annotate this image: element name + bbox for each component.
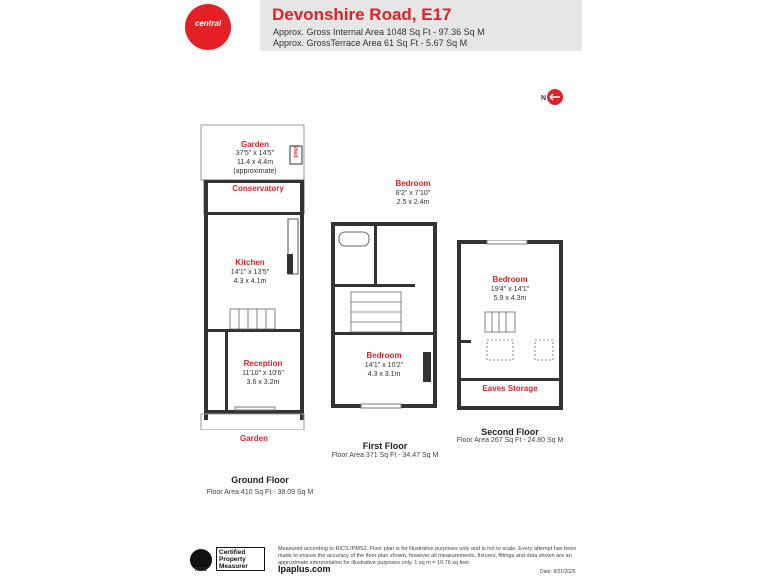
certified-line-3: Measurer [219,563,248,570]
second-floor-title: Second Floor [481,427,539,437]
garden-top-dim-metric: 11.4 x 4.4m [236,159,274,166]
ground-floor-title: Ground Floor [231,475,289,485]
first-bedroom-front-label: Bedroom [366,351,402,360]
disclaimer-text: Measured according to RICS IPMS2. Floor plan is for illustrative purposes only and is not to scale. Every attempt has been made to ensure the accuracy of the floor plan shown, however all measurements, fixtures, fittings and data shown are an approximate interpretation for illustrative purposes only. 1 sq m = 10.76 sq feet. [278,546,577,566]
certified-line-2: Property [219,556,246,563]
reception-dim-metric: 3.6 x 3.2m [246,379,280,386]
brand-logo-text: central [194,19,222,28]
website-link[interactable]: lpaplus.com [278,564,331,574]
gross-internal-area: Approx. Gross Internal Area 1048 Sq Ft - 97.36 Sq M [273,27,485,37]
garden-top-note: (approximate) [233,168,277,175]
first-bedroom-back-dim-metric: 2.5 x 2.4m [396,199,430,206]
first-bedroom-back-label: Bedroom [395,179,431,188]
certified-measurer-badge [216,547,265,571]
first-floor-area: Floor Area 371 Sq Ft - 34.47 Sq M [331,452,439,459]
second-bedroom-dim-metric: 5.9 x 4.3m [493,295,527,302]
rics-label: RICS [195,567,207,573]
page-title: Devonshire Road, E17 [272,5,452,24]
first-bedroom-front-dim-metric: 4.3 x 3.1m [367,371,401,378]
second-bedroom-dim-imperial: 19'4" x 14'1" [490,286,530,293]
north-arrow-icon [541,88,565,106]
shed-label: Shed [292,144,299,158]
first-floor-plan [331,222,437,410]
second-floor-area: Floor Area 267 Sq Ft - 24.80 Sq M [456,437,564,444]
ground-floor-area: Floor Area 410 Sq Ft - 38.09 Sq M [206,489,314,496]
compass-label: N [541,95,547,102]
kitchen-dim-metric: 4.3 x 4.1m [233,278,267,285]
certified-line-1: Certified [219,549,246,556]
first-bedroom-back-dim-imperial: 8'2" x 7'10" [395,190,431,197]
second-bedroom-label: Bedroom [492,275,528,284]
kitchen-label: Kitchen [235,258,265,267]
eaves-storage-label: Eaves Storage [482,384,538,393]
garden-top-label: Garden [240,140,269,149]
garden-top-dim-imperial: 37'5" x 14'5" [235,150,275,157]
reception-label: Reception [243,359,283,368]
plan-date: Date: 8/21/2025 [540,569,576,575]
conservatory-label: Conservatory [232,184,284,193]
reception-dim-imperial: 11'10" x 10'6" [242,370,284,377]
first-bedroom-front-dim-imperial: 14'1" x 10'2" [364,362,404,369]
gross-terrace-area: Approx. GrossTerrace Area 61 Sq Ft - 5.67 Sq M [273,38,468,48]
kitchen-dim-imperial: 14'1" x 13'5" [230,269,270,276]
first-floor-title: First Floor [362,441,408,451]
garden-bottom-label: Garden [239,434,268,443]
